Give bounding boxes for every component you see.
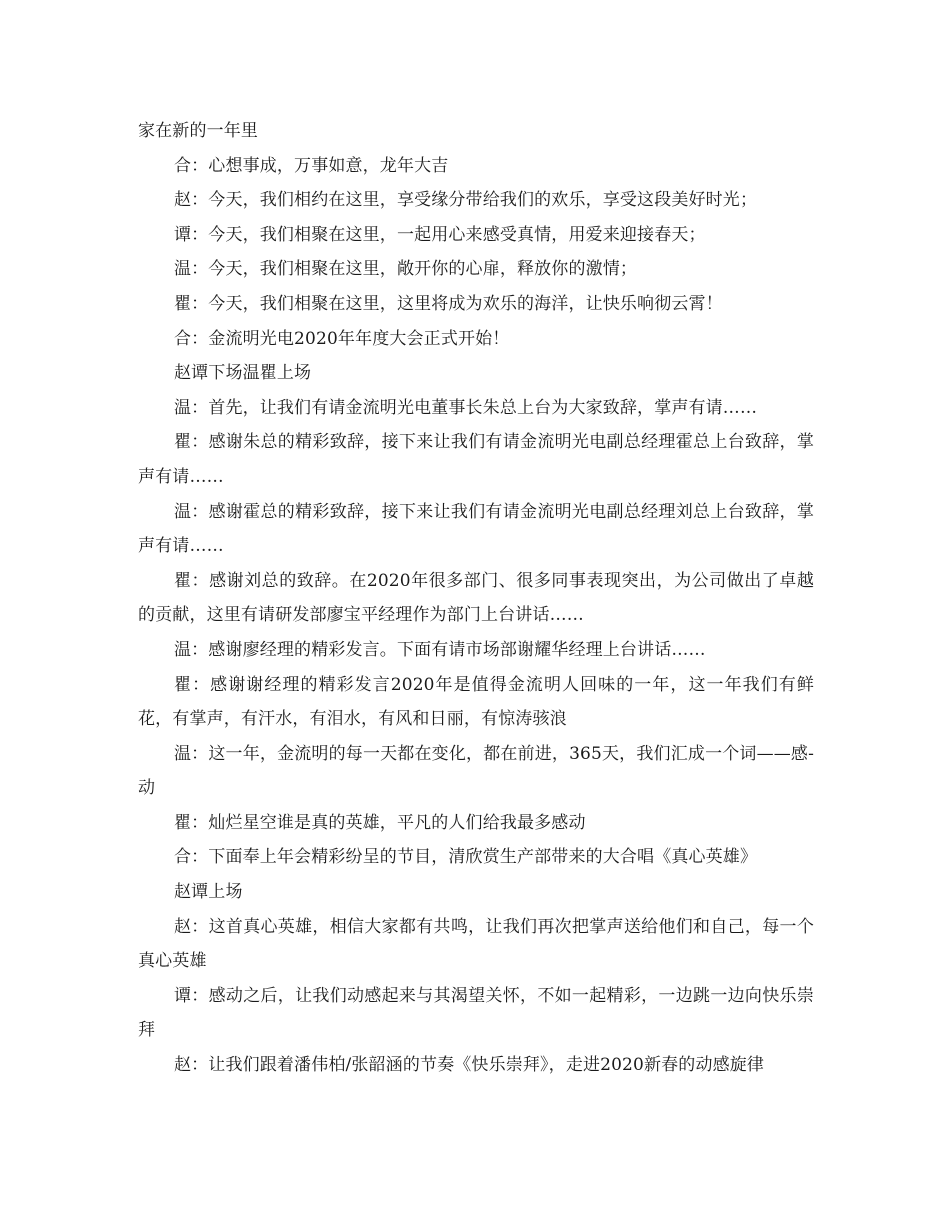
paragraph: 合：金流明光电2020年年度大会正式开始！ (174, 328, 510, 349)
paragraph: 瞿：感谢谢经理的精彩发言2020年是值得金流明人回味的一年，这一年我们有鲜花，有掌声，有汗水，有泪水，有风和日丽，有惊涛骇浪 (138, 674, 814, 730)
paragraph: 赵：今天，我们相约在这里，享受缘分带给我们的欢乐，享受这段美好时光； (174, 190, 758, 211)
paragraph: 瞿：感谢朱总的精彩致辞，接下来让我们有请金流明光电副总经理霍总上台致辞，掌声有请…… (138, 432, 814, 487)
paragraph: 赵谭下场温瞿上场 (174, 363, 312, 384)
paragraph: 赵：让我们跟着潘伟柏/张韶涵的节奏《快乐崇拜》，走进2020新春的动感旋律 (174, 1055, 765, 1076)
paragraph: 赵谭上场 (174, 882, 243, 903)
paragraph: 瞿：灿烂星空谁是真的英雄，平凡的人们给我最多感动 (174, 812, 586, 833)
paragraph: 温：感谢霍总的精彩致辞，接下来让我们有请金流明光电副总经理刘总上台致辞，掌声有请…… (138, 501, 814, 557)
paragraph: 谭：感动之后，让我们动感起来与其渴望关怀，不如一起精彩，一边跳一边向快乐崇拜 (138, 985, 814, 1041)
paragraph: 瞿：今天，我们相聚在这里，这里将成为欢乐的海洋，让快乐响彻云霄！ (174, 293, 723, 314)
paragraph: 家在新的一年里 (138, 121, 259, 141)
paragraph: 瞿：感谢刘总的致辞。在2020年很多部门、很多同事表现突出，为公司做出了卓越的贡献，这里有请研发部廖宝平经理作为部门上台讲话…… (138, 570, 814, 626)
paragraph: 温：首先，让我们有请金流明光电董事长朱总上台为大家致辞，掌声有请…… (174, 397, 758, 418)
paragraph: 谭：今天，我们相聚在这里，一起用心来感受真情，用爱来迎接春天； (174, 224, 706, 245)
paragraph: 赵：这首真心英雄，相信大家都有共鸣，让我们再次把掌声送给他们和自己，每一个真心英雄 (138, 916, 814, 972)
paragraph: 温：这一年，金流明的每一天都在变化，都在前进，365天，我们汇成一个词——感-动 (138, 743, 814, 799)
paragraph: 温：今天，我们相聚在这里，敞开你的心扉，释放你的激情； (174, 259, 638, 280)
document-body (138, 114, 814, 1083)
paragraph: 温：感谢廖经理的精彩发言。下面有请市场部谢耀华经理上台讲话…… (174, 639, 706, 660)
paragraph: 合：心想事成，万事如意，龙年大吉 (174, 155, 449, 176)
paragraph: 合：下面奉上年会精彩纷呈的节目，清欣赏生产部带来的大合唱《真心英雄》 (174, 847, 758, 868)
